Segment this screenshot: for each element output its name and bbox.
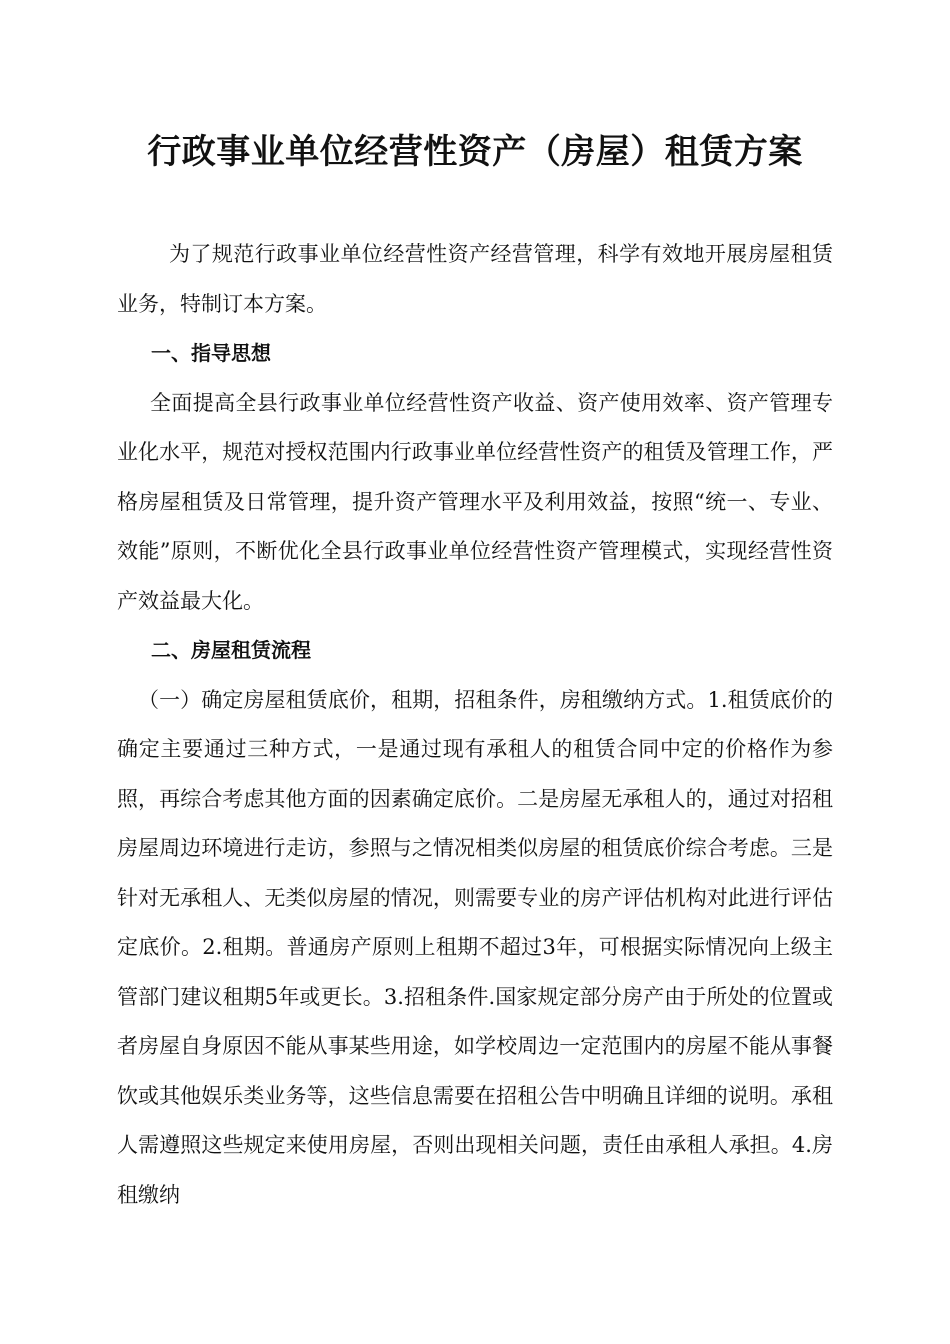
intro-paragraph: 为了规范行政事业单位经营性资产经营管理，科学有效地开展房屋租赁业务，特制订本方案。: [117, 242, 833, 316]
document-body: [117, 230, 833, 1220]
section-paragraph-rental-process: （一）确定房屋租赁底价，租期，招租条件，房租缴纳方式。1.租赁底价的确定主要通过三种方式，一是通过现有承租人的租赁合同中定的价格作为参照，再综合考虑其他方面的因素确定底价。二是房屋无承租人的，通过对招租房屋周边环境进行走访，参照与之情况相类似房屋的租赁底价综合考虑。三是针对无承租人、无类似房屋的情况，则需要专业的房产评估机构对此进行评估定底价。2.租期。普通房产原则上租期不超过3年，可根据实际情况向上级主管部门建议租期5年或更长。3.招租条件.国家规定部分房产由于所处的位置或者房屋自身原因不能从事某些用途，如学校周边一定范围内的房屋不能从事餐饮或其他娱乐类业务等，这些信息需要在招租公告中明确且详细的说明。承租人需遵照这些规定来使用房屋，否则出现相关问题，责任由承租人承担。4.房租缴纳: [117, 687, 833, 1207]
section-heading-guiding-thought: 一、指导思想: [151, 341, 271, 365]
section-paragraph-guiding-thought: 全面提高全县行政事业单位经营性资产收益、资产使用效率、资产管理专业化水平，规范对授权范围内行政事业单位经营性资产的租赁及管理工作，严格房屋租赁及日常管理，提升资产管理水平及利用效益，按照“统一、专业、效能”原则，不断优化全县行政事业单位经营性资产管理模式，实现经营性资产效益最大化。: [117, 390, 833, 613]
document-title: 行政事业单位经营性资产（房屋）租赁方案: [147, 132, 803, 172]
section-heading-rental-process: 二、房屋租赁流程: [151, 638, 311, 662]
